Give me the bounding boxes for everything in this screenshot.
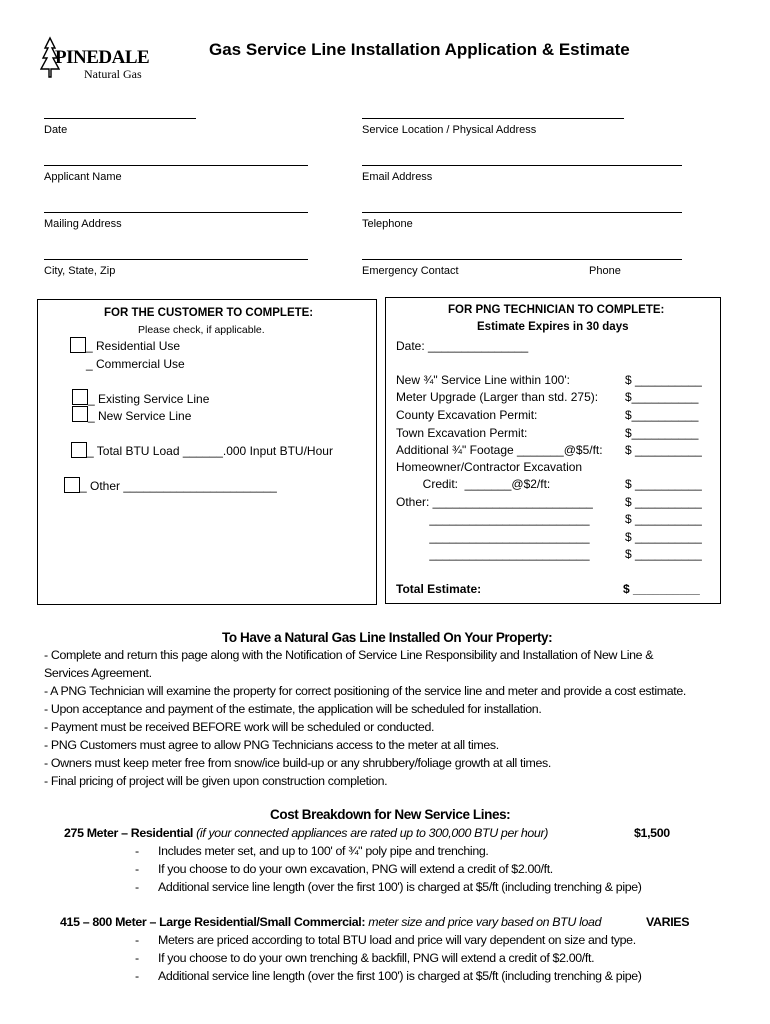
new-line-label: _ New Service Line xyxy=(88,409,192,423)
emergency-contact-line[interactable] xyxy=(362,259,682,260)
instruction-line: - Payment must be received BEFORE work will be scheduled or conducted. xyxy=(44,720,435,734)
logo-brand: PINEDALE xyxy=(55,47,150,68)
estimate-row-amount[interactable]: $ __________ xyxy=(625,373,702,387)
commercial-label[interactable]: _ Commercial Use xyxy=(86,357,185,371)
residential-bullet: Additional service line length (over the first 100') is charged at $5/ft (including trenching & pipe) xyxy=(158,880,642,894)
emergency-contact-label: Emergency Contact xyxy=(362,265,459,277)
estimate-row-amount[interactable]: $ __________ xyxy=(625,477,702,491)
commercial-bullet: If you choose to do your own trenching & backfill, PNG will extend a credit of $2.00/ft. xyxy=(158,951,595,965)
estimate-row-label: New ¾" Service Line within 100': xyxy=(396,373,570,387)
phone-label: Phone xyxy=(589,265,621,277)
estimate-row-amount[interactable]: $ __________ xyxy=(625,530,702,544)
estimate-expires: Estimate Expires in 30 days xyxy=(477,321,629,333)
instruction-line: - A PNG Technician will examine the property for correct positioning of the service line and meter and provide a cost estimate. xyxy=(44,684,686,698)
mailing-address-label: Mailing Address xyxy=(44,218,122,230)
commercial-meter-price: VARIES xyxy=(646,915,690,929)
customer-note: Please check, if applicable. xyxy=(138,324,265,336)
residential-meter-desc: (if your connected appliances are rated up to 300,000 BTU per hour) xyxy=(196,826,549,840)
telephone-label: Telephone xyxy=(362,218,413,230)
estimate-row-amount[interactable]: $ __________ xyxy=(625,512,702,526)
total-estimate-label: Total Estimate: xyxy=(396,582,482,596)
commercial-meter-line xyxy=(60,915,601,929)
residential-checkbox[interactable] xyxy=(70,337,86,353)
bullet-dash: - xyxy=(135,933,139,947)
customer-heading: FOR THE CUSTOMER TO COMPLETE: xyxy=(104,307,314,319)
applicant-name-line[interactable] xyxy=(44,165,308,166)
estimate-row-amount[interactable]: $__________ xyxy=(625,390,699,404)
service-location-label: Service Location / Physical Address xyxy=(362,124,537,136)
instruction-line: Services Agreement. xyxy=(44,666,152,680)
estimate-row-label: County Excavation Permit: xyxy=(396,408,538,422)
instruction-line: - Owners must keep meter free from snow/ice build-up or any shrubbery/foliage growth at all times. xyxy=(44,756,551,770)
estimate-row-label: ________________________ xyxy=(396,547,590,561)
city-state-zip-line[interactable] xyxy=(44,259,308,260)
estimate-row-amount[interactable]: $__________ xyxy=(625,408,699,422)
logo-subtitle: Natural Gas xyxy=(84,67,142,81)
bullet-dash: - xyxy=(135,969,139,983)
estimate-row-amount[interactable]: $ __________ xyxy=(625,443,702,457)
estimate-row-label: Town Excavation Permit: xyxy=(396,426,528,440)
bullet-dash: - xyxy=(135,844,139,858)
new-line-checkbox[interactable] xyxy=(72,406,88,422)
commercial-bullet: Additional service line length (over the first 100') is charged at $5/ft (including trenching & pipe) xyxy=(158,969,642,983)
email-line[interactable] xyxy=(362,165,682,166)
bullet-dash: - xyxy=(135,880,139,894)
city-state-zip-label: City, State, Zip xyxy=(44,265,116,277)
technician-heading: FOR PNG TECHNICIAN TO COMPLETE: xyxy=(448,304,665,316)
email-label: Email Address xyxy=(362,171,433,183)
estimate-row-label: Additional ¾" Footage _______@$5/ft: xyxy=(396,443,603,457)
btu-label: _ Total BTU Load ______.000 Input BTU/Hour xyxy=(87,444,333,458)
cost-heading: Cost Breakdown for New Service Lines: xyxy=(270,807,511,822)
instruction-line: - Upon acceptance and payment of the estimate, the application will be scheduled for installation. xyxy=(44,702,542,716)
telephone-line[interactable] xyxy=(362,212,682,213)
mailing-address-line[interactable] xyxy=(44,212,308,213)
instructions-heading: To Have a Natural Gas Line Installed On Your Property: xyxy=(222,630,553,645)
other-checkbox[interactable] xyxy=(64,477,80,493)
residential-meter-price: $1,500 xyxy=(634,826,670,840)
commercial-meter-desc: meter size and price vary based on BTU load xyxy=(368,915,602,929)
commercial-meter-title: 415 – 800 Meter – Large Residential/Small Commercial: xyxy=(60,915,369,929)
date-label: Date xyxy=(44,124,68,136)
technician-date[interactable]: Date: _______________ xyxy=(396,339,529,353)
existing-line-checkbox[interactable] xyxy=(72,389,88,405)
residential-meter-title: 275 Meter – Residential xyxy=(64,826,197,840)
bullet-dash: - xyxy=(135,951,139,965)
other-label: _ Other _______________________ xyxy=(80,479,277,493)
estimate-row-amount[interactable]: $ __________ xyxy=(625,495,702,509)
estimate-row-label: ________________________ xyxy=(396,530,590,544)
residential-bullet: If you choose to do your own excavation, PNG will extend a credit of $2.00/ft. xyxy=(158,862,553,876)
residential-label: _ Residential Use xyxy=(86,339,181,353)
residential-bullet: Includes meter set, and up to 100' of ¾" poly pipe and trenching. xyxy=(158,844,489,858)
estimate-row-label: ________________________ xyxy=(396,512,590,526)
service-location-line[interactable] xyxy=(362,118,624,119)
instruction-line: - Complete and return this page along with the Notification of Service Line Responsibility and Installation of New Line & xyxy=(44,648,654,662)
page-title: Gas Service Line Installation Application & Estimate xyxy=(209,40,630,59)
estimate-row-label: Other: ________________________ xyxy=(396,495,593,509)
estimate-row-label: Homeowner/Contractor Excavation xyxy=(396,460,583,474)
btu-checkbox[interactable] xyxy=(71,442,87,458)
applicant-name-label: Applicant Name xyxy=(44,171,122,183)
company-logo xyxy=(40,36,160,84)
estimate-row-label: Meter Upgrade (Larger than std. 275): xyxy=(396,390,599,404)
estimate-row-amount[interactable]: $__________ xyxy=(625,426,699,440)
existing-line-label: _ Existing Service Line xyxy=(88,392,210,406)
instruction-line: - PNG Customers must agree to allow PNG Technicians access to the meter at all times. xyxy=(44,738,499,752)
estimate-row-amount[interactable]: $ __________ xyxy=(625,547,702,561)
total-estimate-amount[interactable]: $ __________ xyxy=(623,582,700,596)
commercial-bullet: Meters are priced according to total BTU load and price will vary dependent on size and type. xyxy=(158,933,636,947)
bullet-dash: - xyxy=(135,862,139,876)
instruction-line: - Final pricing of project will be given upon construction completion. xyxy=(44,774,388,788)
estimate-row-label: Credit: _______@$2/ft: xyxy=(396,477,551,491)
residential-meter-line xyxy=(64,826,548,840)
date-line[interactable] xyxy=(44,118,196,119)
